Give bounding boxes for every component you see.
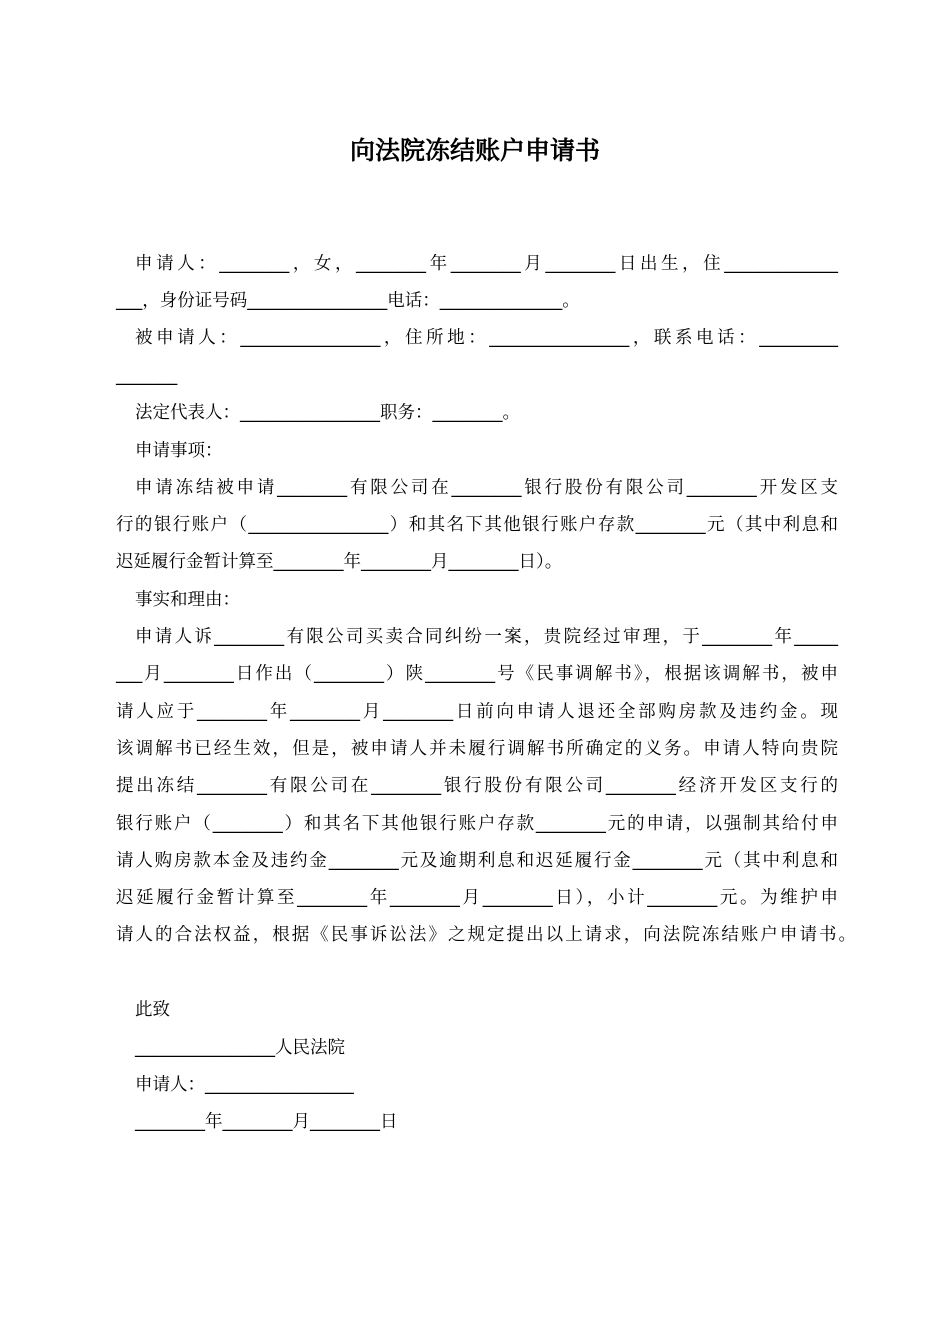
facts-line-4: 该调解书已经生效，但是，被申请人并未履行调解书所确定的义务。申请人特向贵院 [116,739,838,759]
facts-line-6: 银行账户（________）和其名下其他银行账户存款________元的申请，以强制其给付申 [116,814,838,834]
application-items-line-2: 行的银行账户（________________）和其名下其他银行账户存款________元（其中利息和 [116,515,838,535]
legal-representative-line: 法定代表人：________________职务：________。 [135,403,520,423]
application-items-heading: 申请事项： [135,441,223,461]
facts-line-1: 申请人诉________有限公司买卖合同纠纷一案，贵院经过审理，于________年_____ [135,627,838,647]
salutation: 此致 [135,1000,170,1020]
application-items-line-3: 迟延履行金暂计算至________年________月________日）。 [116,552,563,572]
signature-applicant-line: 申请人：_________________ [135,1075,354,1095]
applicant-line-1: 申请人：________，女，________年________月________日出生，住_____________ [135,254,838,274]
facts-line-5: 提出冻结________有限公司在________银行股份有限公司________经济开发区支行的 [116,776,838,796]
court-name-line: ________________人民法院 [135,1038,345,1058]
document-title: 向法院冻结账户申请书 [349,136,600,165]
facts-line-7: 请人购房款本金及违约金________元及逾期利息和迟延履行金________元（其中利息和 [116,851,838,871]
signature-date-line: ________年________月________日 [135,1112,398,1132]
facts-line-9: 请人的合法权益，根据《民事诉讼法》之规定提出以上请求，向法院冻结账户申请书。 [116,925,856,945]
facts-line-3: 请人应于________年________月________日前向申请人退还全部购房款及违约金。现 [116,702,838,722]
respondent-line-2: _______ [116,366,178,386]
facts-line-2: ___月________日作出（________）陕________号《民事调解书》，根据该调解书，被申 [116,664,838,684]
application-items-line-1: 申请冻结被申请________有限公司在________银行股份有限公司________开发区支 [135,478,838,498]
respondent-line-1: 被申请人：________________，住所地：________________，联系电话：_________ [135,328,838,348]
facts-line-8: 迟延履行金暂计算至________年________月________日），小计________元。为维护申 [116,888,838,908]
applicant-line-2: ___，身份证号码________________电话：______________。 [116,291,580,311]
facts-reasons-heading: 事实和理由： [135,590,240,610]
